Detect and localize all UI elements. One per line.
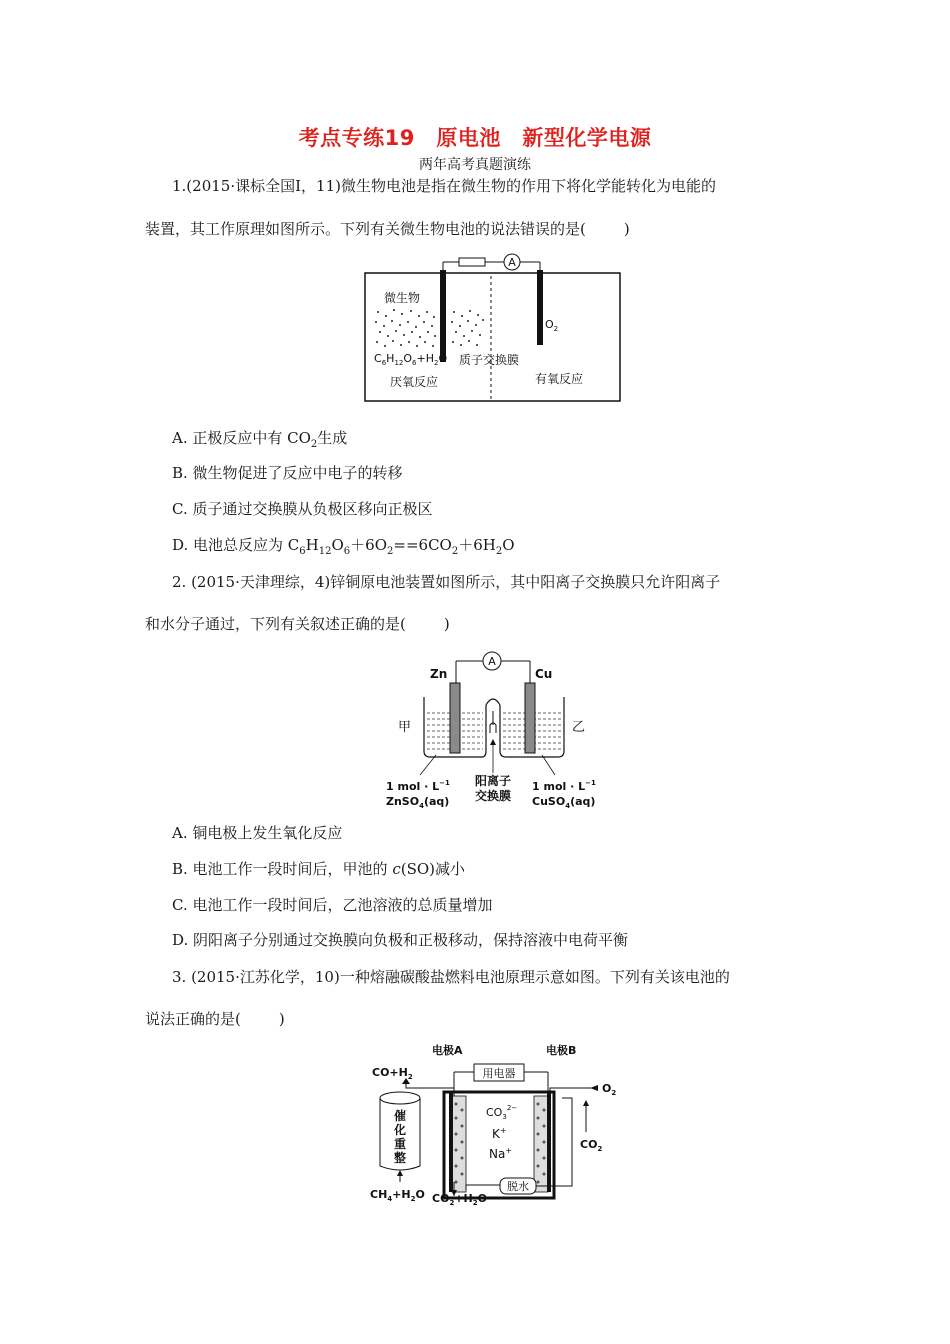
q1-microbe-label: 微生物	[384, 291, 421, 305]
q2-diagram	[380, 645, 620, 815]
q2-option-b-text: B. 电池工作一段时间后，甲池的	[172, 860, 393, 878]
q1-option-d-text: D. 电池总反应为 C	[172, 536, 300, 554]
q3-reformer-label-2: 化	[393, 1123, 407, 1137]
q2-stem-line1: 2. (2015·天津理综，4)锌铜原电池装置如图所示，其中阳离子交换膜只允许阳离子	[172, 573, 721, 591]
q3-co2-arrow-head	[583, 1100, 589, 1106]
q2-stem-text: 和水分子通过，下列有关叙述正确的是(	[145, 615, 406, 633]
q2-stem-close: )	[443, 615, 450, 633]
q2-yi-label: 乙	[572, 720, 586, 735]
q3-recycle-pipe	[466, 1185, 500, 1190]
q2-left-conc: 1 mol · $L^{-1}$	[386, 779, 450, 793]
q2-left-salt: ZnSO$_4$(aq)	[386, 795, 450, 810]
q3-k-label: K+	[492, 1126, 507, 1141]
q1-diagram	[362, 250, 624, 405]
q1-option-a[interactable]	[172, 428, 347, 448]
q1-o2-label: $O_2$	[545, 318, 559, 333]
q2-cu-label: Cu	[535, 667, 553, 681]
q1-option-d-sub: 2	[387, 546, 394, 557]
q3-ch4-arrow-head	[397, 1170, 403, 1176]
q1-stem-line2	[145, 219, 630, 239]
q1-electrode-right	[537, 270, 543, 345]
q3-reformer-label-1: 催	[393, 1109, 407, 1123]
q1-option-d-plus: ＋6O	[350, 536, 388, 554]
q3-stem-line1: 3. (2015·江苏化学，10)一种熔融碳酸盐燃料电池原理示意如图。下列有关该电池的	[172, 968, 730, 986]
q2-membrane-label-2: 交换膜	[474, 789, 512, 803]
q3-stem-close: )	[278, 1010, 285, 1028]
q3-co2-side-label: $CO_2$	[580, 1138, 603, 1153]
q2-left-pointer	[420, 755, 436, 775]
q1-electrode-left	[440, 270, 446, 362]
q2-right-salt: CuSO$_4$(aq)	[532, 795, 596, 810]
q1-option-d-sub: 2	[451, 546, 459, 557]
q1-option-c[interactable]: C. 质子通过交换膜从负极区移向正极区	[172, 500, 433, 518]
q3-feed-label: $CO+H_2$	[372, 1066, 413, 1081]
page-subtitle: 两年高考真题演练	[419, 157, 531, 173]
q3-oxygen-arrow	[590, 1085, 598, 1091]
q3-o2-label: $O_2$	[602, 1082, 617, 1097]
q1-anaerobic-label: 厌氧反应	[390, 375, 439, 389]
q3-carbonate-label: $CO_3^{2-}$	[486, 1104, 518, 1121]
q1-ammeter-label: A	[508, 256, 516, 269]
q1-option-d-o: O	[331, 536, 344, 554]
q2-right-pointer	[542, 755, 555, 775]
q3-stem-text: 说法正确的是(	[145, 1010, 241, 1028]
q1-option-d[interactable]	[172, 535, 515, 555]
q1-stem-line1: 1.(2015·课标全国Ⅰ，11)微生物电池是指在微生物的作用下将化学能转化为电能的	[172, 177, 716, 195]
q1-option-d-sub: 6	[299, 546, 306, 557]
q1-option-d-eq: ==6CO	[393, 536, 452, 554]
q3-ch4-label: $CH_4+H_2O$	[370, 1188, 425, 1203]
q1-option-d-sub: 12	[318, 546, 332, 557]
q2-option-c[interactable]: C. 电池工作一段时间后，乙池溶液的总质量增加	[172, 896, 493, 914]
q2-option-b-suffix: (SO)减小	[400, 860, 466, 878]
q2-cu-electrode	[525, 683, 535, 753]
q1-aerobic-label: 有氧反应	[535, 372, 584, 386]
q1-option-a-suffix: 生成	[317, 429, 348, 447]
q3-electrode-b-label: 电极B	[546, 1044, 577, 1057]
q1-resistor	[459, 258, 485, 266]
q3-reformer-top	[380, 1092, 420, 1104]
q3-diagram	[362, 1040, 630, 1212]
q1-glucose-label: $C_6H_{12}O_6+H_2O$	[374, 352, 448, 367]
q1-microbe-dots	[375, 309, 484, 347]
q3-appliance-label: 用电器	[482, 1067, 516, 1080]
q3-reformer-label-4: 整	[393, 1151, 407, 1165]
q1-option-d-end: O	[502, 536, 515, 554]
q2-zn-label: Zn	[430, 667, 448, 681]
q3-na-label: Na+	[489, 1146, 513, 1161]
q2-option-b-c: c	[392, 860, 401, 878]
q1-option-a-sub: 2	[310, 439, 318, 450]
q1-stem-text: 装置，其工作原理如图所示。下列有关微生物电池的说法错误的是(	[145, 220, 586, 238]
q1-option-d-sub: 2	[495, 546, 503, 557]
q2-jia-label: 甲	[398, 720, 412, 735]
q2-option-a[interactable]: A. 铜电极上发生氧化反应	[172, 824, 343, 842]
q2-membrane-label-1: 阳离子	[474, 774, 512, 788]
q3-electrode-a-rod	[449, 1092, 453, 1192]
q2-membrane-arrow-head	[490, 739, 496, 745]
q3-electrode-a-label: 电极A	[432, 1044, 463, 1057]
q3-electrode-a-porous	[452, 1096, 466, 1192]
q1-option-d-sub: 6	[343, 546, 351, 557]
q1-membrane-label: 质子交换膜	[459, 353, 520, 367]
q3-dehydrate-label: 脱水	[507, 1180, 529, 1193]
q2-option-d[interactable]: D. 阴阳离子分别通过交换膜向负极和正极移动，保持溶液中电荷平衡	[172, 931, 629, 949]
q1-option-d-h: H	[305, 536, 319, 554]
q1-option-a-text: A. 正极反应中有 CO	[172, 429, 311, 447]
q1-option-b[interactable]: B. 微生物促进了反应中电子的转移	[172, 464, 403, 482]
q3-stem-line2	[145, 1009, 285, 1029]
q3-reformer-label-3: 重	[393, 1137, 407, 1151]
q3-electrode-b-rod	[547, 1092, 551, 1192]
q2-connector-top	[486, 699, 500, 705]
q3-electrode-b-porous	[534, 1096, 548, 1192]
q2-stem-line2	[145, 614, 450, 634]
q2-right-conc: 1 mol · $L^{-1}$	[532, 779, 596, 793]
q1-option-d-plus2: ＋6H	[458, 536, 496, 554]
page-title: 考点专练19 原电池 新型化学电源	[298, 126, 652, 150]
q2-zn-electrode	[450, 683, 460, 753]
q2-ammeter-label: A	[488, 655, 496, 668]
q3-exhaust-label: $CO_2+H_2O$	[432, 1192, 487, 1207]
q2-option-b[interactable]	[172, 859, 465, 879]
q3-oxygen-pipe	[550, 1088, 596, 1096]
q1-stem-close: )	[623, 220, 630, 238]
